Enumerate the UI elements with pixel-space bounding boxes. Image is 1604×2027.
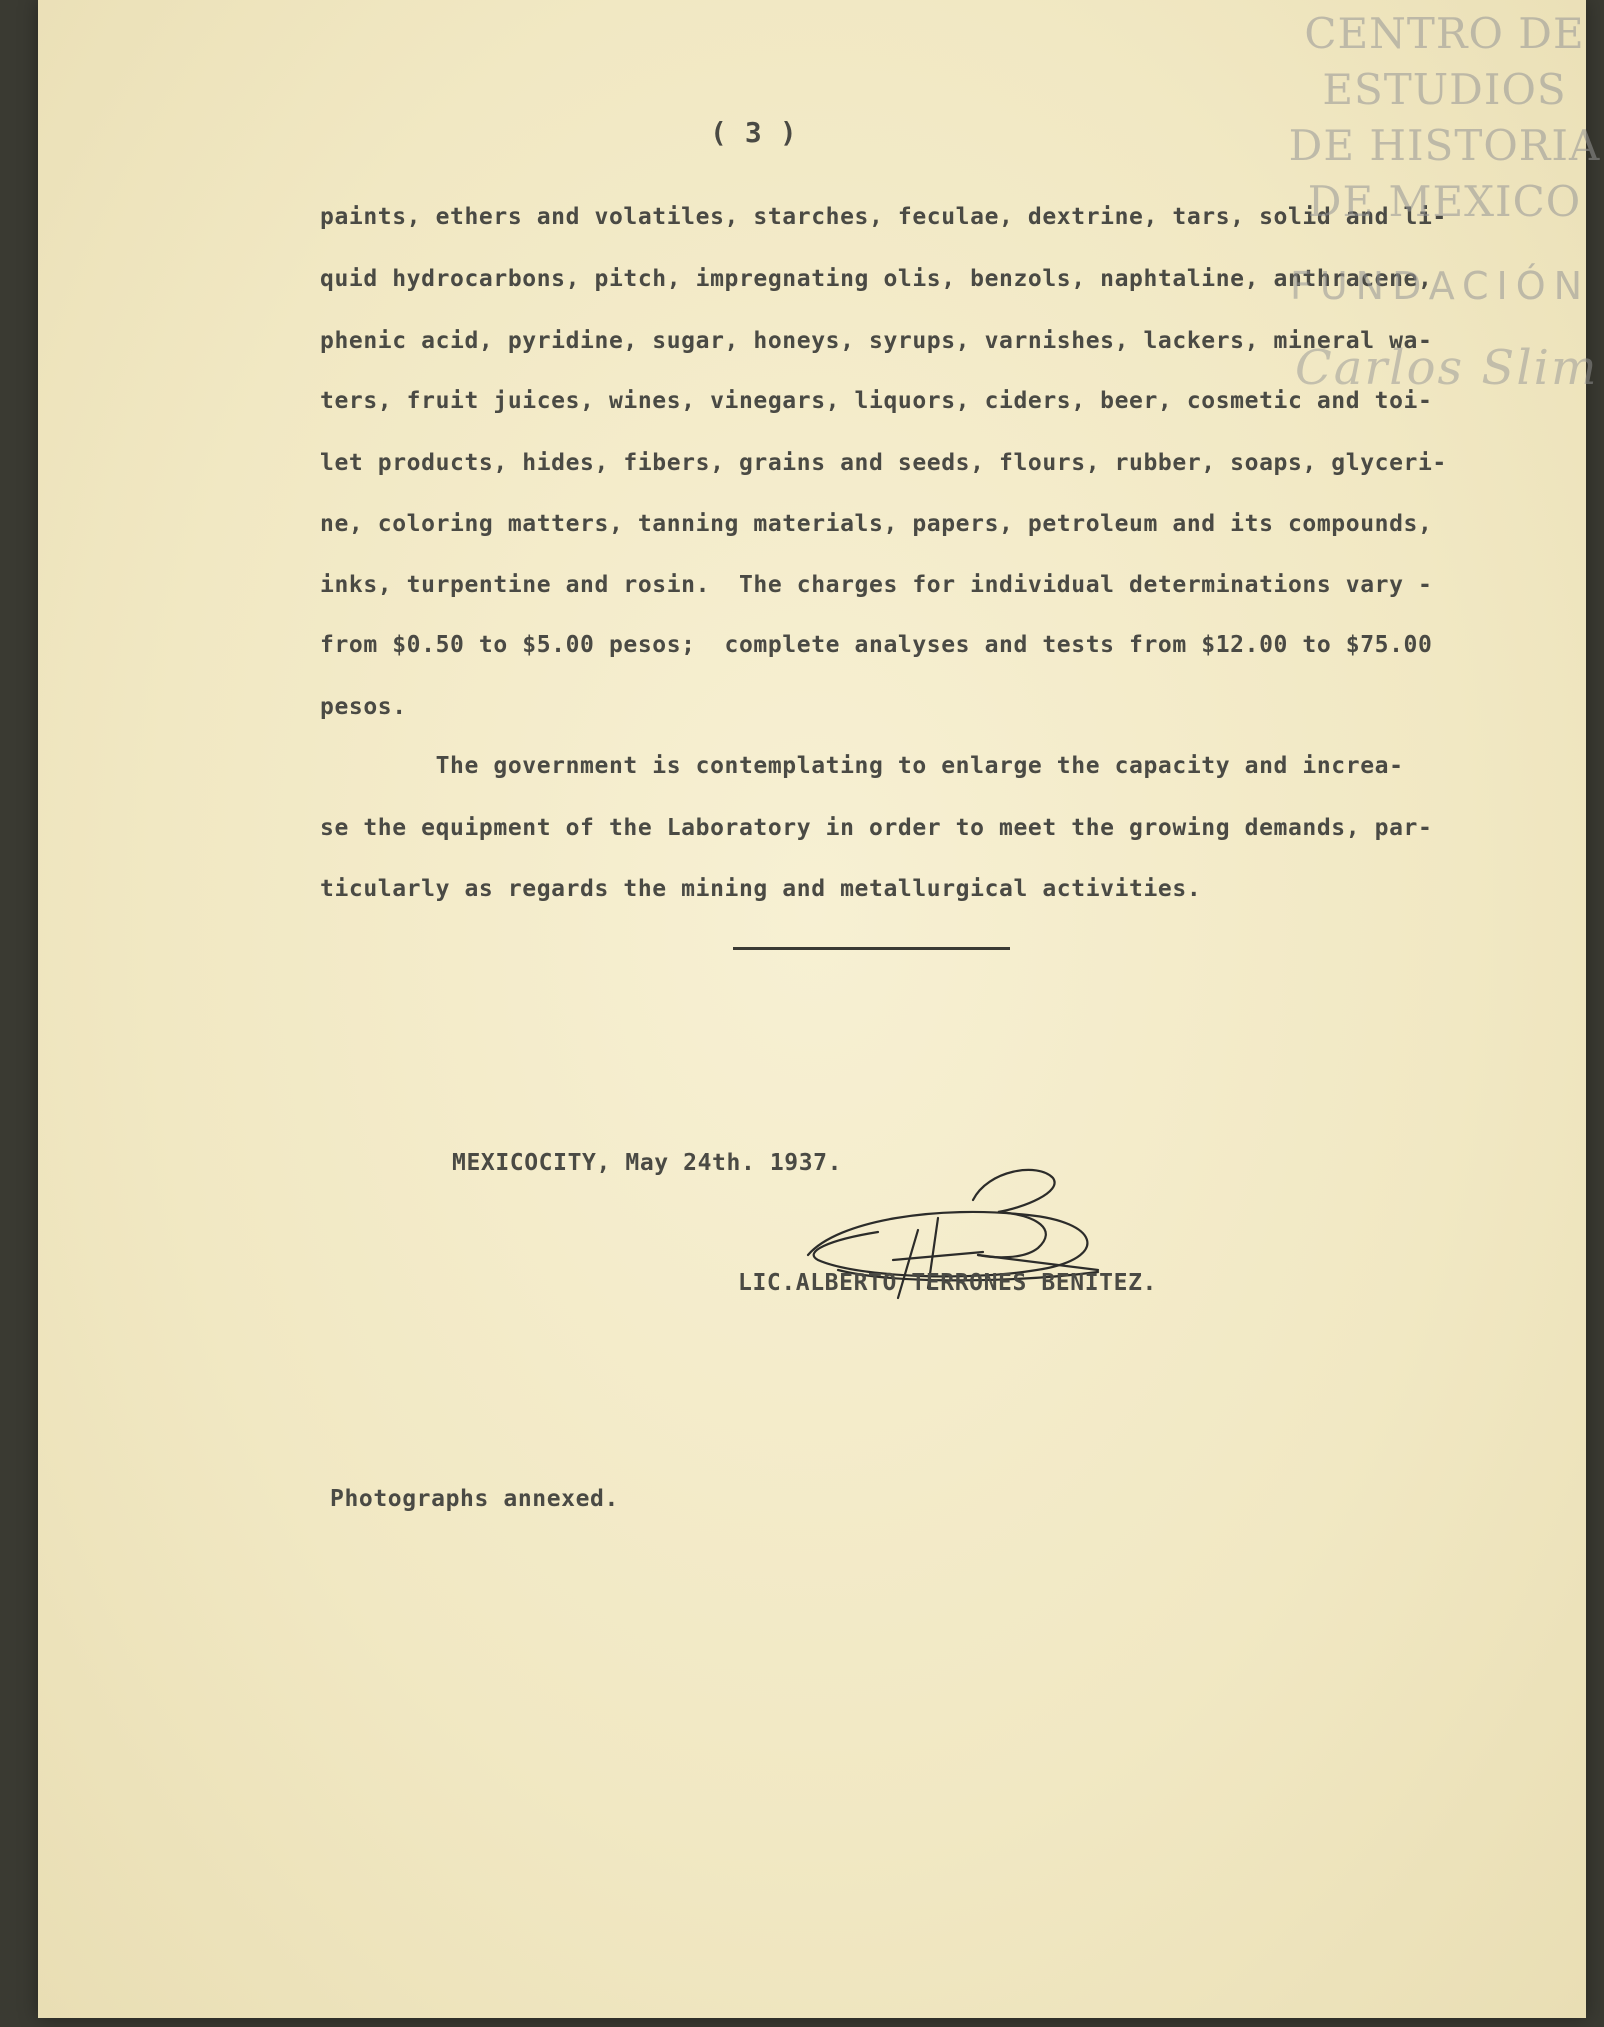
page-number: ( 3 ) bbox=[710, 116, 798, 149]
paragraph-line: The government is contemplating to enlarge the capacity and increa- bbox=[320, 753, 1404, 779]
body-line: paints, ethers and volatiles, starches, feculae, dextrine, tars, solid and li- bbox=[320, 204, 1447, 230]
body-line: ters, fruit juices, wines, vinegars, liquors, ciders, beer, cosmetic and toi- bbox=[320, 388, 1433, 414]
paragraph-line: se the equipment of the Laboratory in order to meet the growing demands, par- bbox=[320, 815, 1433, 841]
place-date: MEXICOCITY, May 24th. 1937. bbox=[452, 1150, 843, 1176]
body-line: quid hydrocarbons, pitch, impregnating olis, benzols, naphtaline, anthracene, bbox=[320, 266, 1433, 292]
watermark-line: ESTUDIOS bbox=[1322, 65, 1567, 114]
watermark-line: DE HISTORIA bbox=[1288, 121, 1601, 170]
section-rule bbox=[733, 947, 1010, 950]
body-line: let products, hides, fibers, grains and seeds, flours, rubber, soaps, glyceri- bbox=[320, 450, 1447, 476]
body-line: from $0.50 to $5.00 pesos; complete analyses and tests from $12.00 to $75.00 bbox=[320, 632, 1433, 658]
watermark-name: Carlos Slim bbox=[1295, 340, 1599, 396]
body-line: inks, turpentine and rosin. The charges for individual determinations vary - bbox=[320, 572, 1433, 598]
body-line: ne, coloring matters, tanning materials, papers, petroleum and its compounds, bbox=[320, 511, 1433, 537]
watermark-line: CENTRO DE bbox=[1304, 9, 1585, 58]
signatory-name: LIC.ALBERTO TERRONES BENITEZ. bbox=[738, 1270, 1157, 1296]
enclosure-note: Photographs annexed. bbox=[330, 1486, 619, 1512]
watermark-line: DE MEXICO bbox=[1307, 177, 1582, 226]
body-line: phenic acid, pyridine, sugar, honeys, syrups, varnishes, lackers, mineral wa- bbox=[320, 328, 1433, 354]
body-line: pesos. bbox=[320, 694, 407, 720]
paragraph-line: ticularly as regards the mining and metallurgical activities. bbox=[320, 876, 1202, 902]
archive-watermark bbox=[1285, 0, 1604, 380]
watermark-foundation: FUNDACIÓN bbox=[1290, 264, 1591, 308]
